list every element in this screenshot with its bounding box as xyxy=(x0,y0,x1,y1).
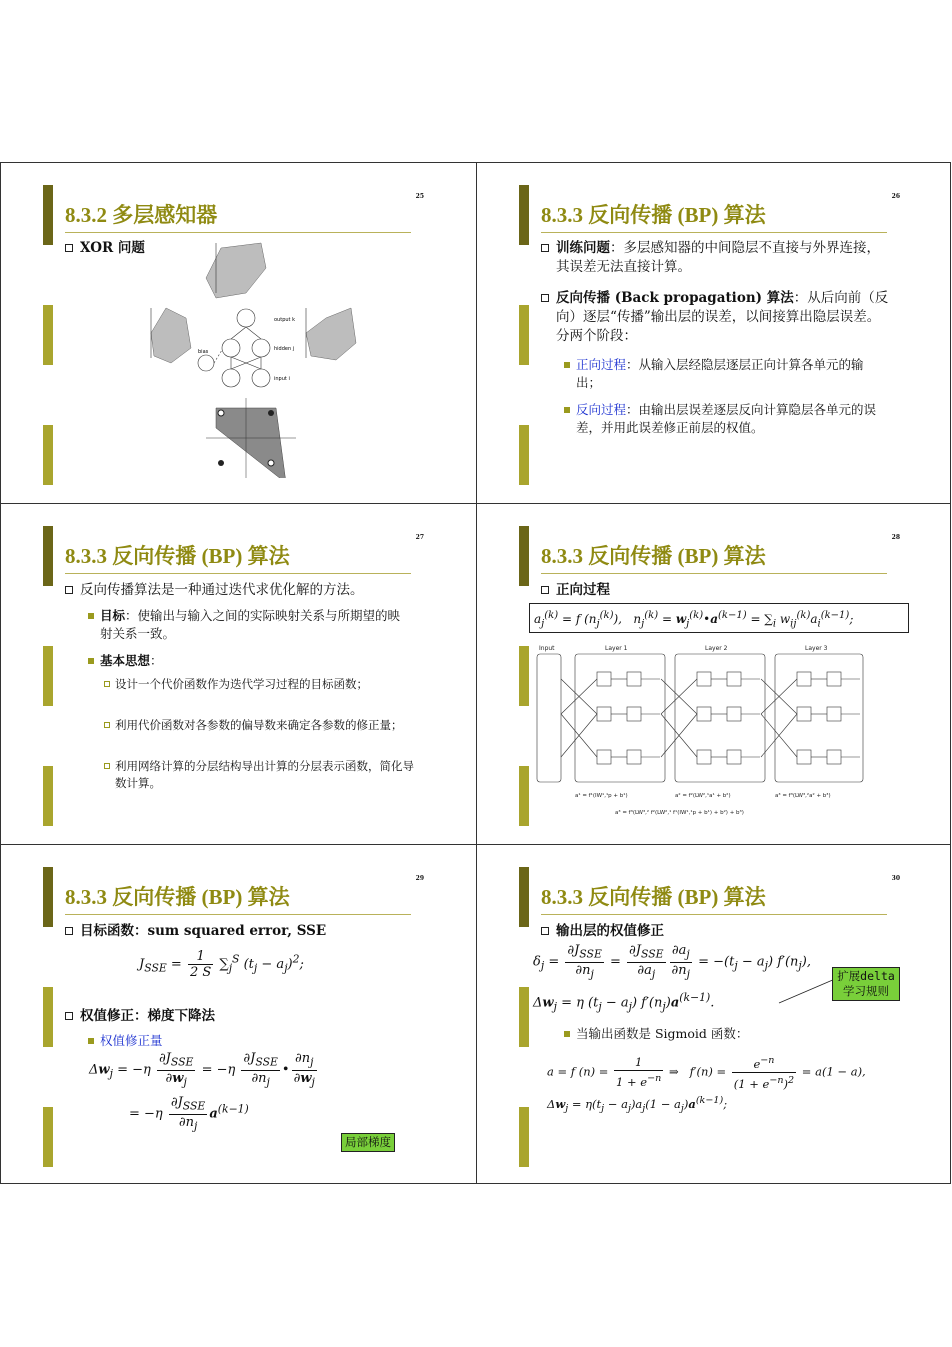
tag-line: 学习规则 xyxy=(843,984,889,998)
slide-title: 8.3.3 反向传播 (BP) 算法 xyxy=(541,885,766,909)
sse-equation: $J_{SSE}$ = $\frac{1}{2 S}$ $\sum_j^S$ $(t_j - a_j)^2$; xyxy=(139,949,304,980)
sub-goal: 目标：使输出与输入之间的实际映射关系与所期望的映射关系一致。 xyxy=(88,607,408,643)
slide-29 xyxy=(1,845,476,1185)
delta-w-equation: $\Delta w_j = -\eta$ $\frac{\partial J_{SSE}}{\partial w_j}$ = −η $\frac{\partial J_{SSE}}{\partial n_j}$ • $\frac{\partial n_j}{\partial w_j}$ xyxy=(89,1051,315,1089)
layer-label: Layer 2 xyxy=(705,645,728,652)
weight-update-equation: $\Delta w_j = \eta$ $(t_j - a_j)$ $f'(n_j)a^{(k-1)}$. xyxy=(533,991,715,1013)
slide-26 xyxy=(477,163,952,503)
input-label: input i xyxy=(274,376,290,382)
bias-label: bias xyxy=(198,349,209,355)
idea-item: 利用网络计算的分层结构导出计算的分层表示函数，简化导数计算。 xyxy=(104,758,414,792)
tag-line: 扩展delta xyxy=(837,969,895,983)
delta-rule-tag xyxy=(832,967,900,1001)
hidden-label: hidden j xyxy=(274,346,295,352)
bullet-intro: 反向传播算法是一种通过迭代求优化解的方法。 xyxy=(65,581,425,600)
sub-sigmoid: 当输出函数是 Sigmoid 函数： xyxy=(564,1025,884,1043)
slide-25 xyxy=(1,163,476,503)
slide-accent-bar xyxy=(43,526,53,826)
slide-title: 8.3.2 多层感知器 xyxy=(65,203,218,227)
layer1-equation: a¹ = f¹(IW¹,¹p + b¹) xyxy=(575,793,628,799)
slide-number: 25 xyxy=(415,193,424,200)
slide-title: 8.3.3 反向传播 (BP) 算法 xyxy=(65,885,290,909)
slide-accent-bar xyxy=(519,185,529,485)
slide-accent-bar xyxy=(519,867,529,1167)
bullet: XOR 问题 xyxy=(65,239,415,258)
layer2-equation: a² = f²(LW²,¹a¹ + b²) xyxy=(675,793,731,799)
slide-number: 29 xyxy=(415,875,424,882)
local-gradient-tag: 局部梯度 xyxy=(341,1133,395,1152)
idea-item: 设计一个代价函数作为迭代学习过程的目标函数； xyxy=(104,676,414,693)
title-rule xyxy=(65,573,411,574)
idea-item: 利用代价函数对各参数的偏导数来确定各参数的修正量； xyxy=(104,717,414,734)
layer3-equation: a³ = f³(LW³,²a² + b³) xyxy=(775,793,831,799)
slide-28 xyxy=(477,504,952,844)
layer-label: Layer 3 xyxy=(805,645,828,652)
slide-accent-bar xyxy=(519,526,529,826)
title-rule xyxy=(541,573,887,574)
sigmoid-equation: a = f (n) = $\frac{1}{1 + e^{-n}}$ ⇒ f′(n) = $\frac{e^{-n}}{(1 + e^{-n})^2}$ = a(1 − a), xyxy=(547,1054,866,1091)
bullet-backprop: 反向传播 (Back propagation) 算法：从后向前（反向）逐层“传播”输出层的误差，以间接算出隐层误差。分两个阶段： xyxy=(541,289,891,346)
slide-number: 27 xyxy=(415,534,424,541)
sub-backward: 反向过程：由输出层误差逐层反向计算隐层各单元的误差，并用此误差修正前层的权值。 xyxy=(564,401,884,437)
delta-w-equation-2: = −η $\frac{\partial J_{SSE}}{\partial n_j}$ $a^{(k-1)}$ xyxy=(129,1095,249,1133)
slide-title: 8.3.3 反向传播 (BP) 算法 xyxy=(65,544,290,568)
composite-equation: a³ = f³(LW³,² f²(LW²,¹ f¹(IW¹,¹p + b¹) + b²) + b³) xyxy=(615,810,744,816)
input-label: Input xyxy=(539,645,555,652)
bullet-weight-update: 权值修正：梯度下降法 xyxy=(65,1007,415,1026)
sub-forward: 正向过程：从输入层经隐层逐层正向计算各单元的输出； xyxy=(564,356,884,392)
title-rule xyxy=(541,914,887,915)
sub-idea: 基本思想： xyxy=(88,652,408,670)
bullet-objective: 目标函数：sum squared error, SSE xyxy=(65,922,415,941)
title-rule xyxy=(541,232,887,233)
sigmoid-update-equation: $\Delta w_j = \eta(t_j - a_j)a_j(1 - a_j)a^{(k-1)}$; xyxy=(547,1095,728,1115)
slide-accent-bar xyxy=(43,185,53,485)
bullet-forward: 正向过程 xyxy=(541,581,891,600)
slide-title: 8.3.3 反向传播 (BP) 算法 xyxy=(541,203,766,227)
slide-number: 30 xyxy=(891,875,900,882)
slide-accent-bar xyxy=(43,867,53,1167)
slide-27 xyxy=(1,504,476,844)
slide-title: 8.3.3 反向传播 (BP) 算法 xyxy=(541,544,766,568)
layer-label: Layer 1 xyxy=(605,645,628,652)
delta-equation: $\delta_j$ = $\frac{\partial J_{SSE}}{\partial n_j}$ = $\frac{\partial J_{SSE}}{\partial a_j}$ $\frac{\partial a_j}{\partial n_j}$ = $-(t_j - a_j)$ $f'(n_j)$, xyxy=(533,943,811,981)
xor-figure xyxy=(136,238,381,478)
title-rule xyxy=(65,232,411,233)
output-label: output k xyxy=(274,317,295,323)
sub-weight-correction: 权值修正量 xyxy=(88,1032,408,1050)
slide-30 xyxy=(477,845,952,1185)
slide-number: 26 xyxy=(891,193,900,200)
slide-grid xyxy=(0,162,951,1184)
title-rule xyxy=(65,914,411,915)
forward-equation-box xyxy=(529,603,909,633)
bullet-training-problem: 训练问题：多层感知器的中间隐层不直接与外界连接，其误差无法直接计算。 xyxy=(541,239,891,277)
bullet-output-layer: 输出层的权值修正 xyxy=(541,922,891,941)
tag-pointer xyxy=(777,975,837,1005)
forward-equation: $a_j^{(k)} = f$ $(n_j^{(k)})$, $n_j^{(k)}$ = $w_j^{(k)}•a^{(k-1)} = \sum_i$ $w_{ij}^{(k)}a_i^{(k-1)}$; xyxy=(534,610,854,630)
slide-number: 28 xyxy=(891,534,900,541)
network-diagram xyxy=(535,642,865,822)
